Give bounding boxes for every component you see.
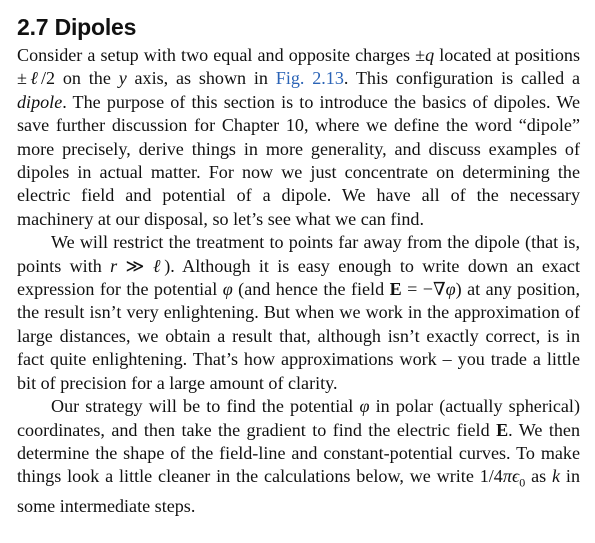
math-q: q xyxy=(425,45,435,65)
text-run: . We then determine the shape of the field-line and constant-potential curves. To make things look a little cleaner in the calculations below, we write xyxy=(17,419,580,487)
section-heading: 2.7 Dipoles xyxy=(17,14,137,40)
paragraph-2 xyxy=(17,231,580,395)
math-pi: π xyxy=(502,466,512,487)
paragraph-3 xyxy=(17,395,580,519)
text-run: ) at any position, the result isn’t very enlightening. But when we work in the approximation of large distances, we obtain a result that, although isn’t exactly correct, is in fact quite enlightening. That’s how approximations work – you trade a little bit of precision for a large amount of clarity. xyxy=(17,279,580,393)
math-half: /2 xyxy=(41,68,56,89)
math-plus-minus: ± xyxy=(415,45,426,65)
math-phi: φ xyxy=(445,279,456,300)
math-much-greater: ≫ xyxy=(117,255,153,276)
text-run: as xyxy=(525,466,553,487)
text-run: . The purpose of this section is to introduce the basics of dipoles. We save further discussion for Chapter 10, where we define the word “dipole” more precisely, derive things in more generality, and discuss examples of dipoles in actual matter. For now we just concentrate on determining the electric field and potential of a dipole. We have all of the necessary machinery at our disposal, so let’s see what we can find. xyxy=(17,91,580,229)
math-r: r xyxy=(110,255,118,276)
page-content xyxy=(17,12,580,519)
math-phi: φ xyxy=(359,396,370,417)
math-fraction: 1/4 xyxy=(479,466,503,487)
text-run: on the xyxy=(55,68,119,89)
text-run: . This configuration is called a xyxy=(343,68,580,89)
math-y: y xyxy=(118,68,127,89)
text-run: Our strategy will be to find the potential xyxy=(51,396,360,417)
text-run: axis, as shown in xyxy=(126,68,276,89)
math-ell: ℓ xyxy=(152,255,165,276)
text-run: in polar (actually spherical) coordinates, and then take the gradient to find the electric field xyxy=(17,396,580,440)
paragraph-1 xyxy=(17,44,580,231)
math-field-E: E xyxy=(389,279,402,300)
math-equals-neg-grad: = −∇ xyxy=(401,279,446,300)
math-k: k xyxy=(552,466,561,487)
text-run: We will restrict the treatment to points far away from the dipole (that is, points with xyxy=(17,232,580,276)
text-run: (and hence the field xyxy=(232,279,390,300)
text-run: in some intermediate steps. xyxy=(17,466,580,517)
math-subscript-zero: 0 xyxy=(519,475,526,490)
term-dipole: dipole xyxy=(17,91,63,112)
text-run: Consider a setup with two equal and opposite charges xyxy=(17,45,416,65)
math-field-E: E xyxy=(496,419,509,440)
math-plus-minus: ± xyxy=(17,68,27,89)
math-epsilon: ϵ xyxy=(511,466,520,487)
text-run: located at positions xyxy=(434,45,580,65)
figure-reference-link[interactable]: Fig. 2.13 xyxy=(275,68,344,89)
text-run: ). Although it is easy enough to write down an exact expression for the potential xyxy=(17,255,580,300)
math-phi: φ xyxy=(222,279,233,300)
math-ell: ℓ xyxy=(26,68,42,89)
